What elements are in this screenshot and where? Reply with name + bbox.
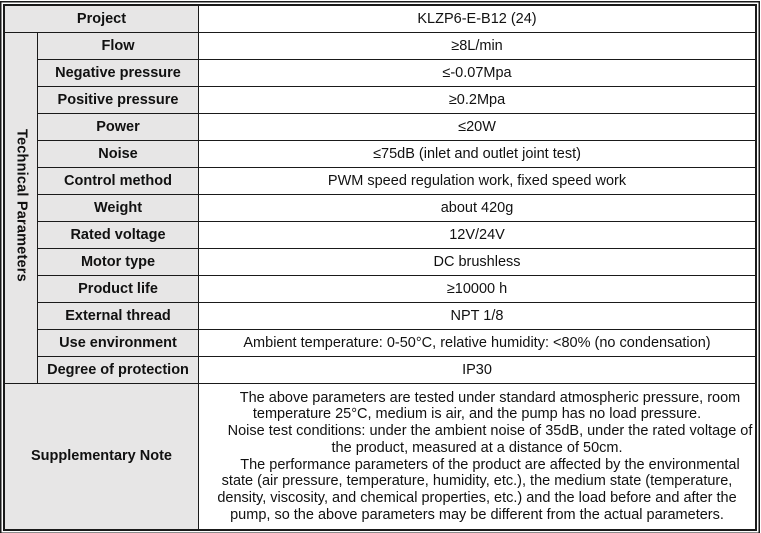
spec-table-frame (3, 4, 757, 531)
param-label: Use environment (38, 330, 199, 357)
param-value: IP30 (199, 357, 756, 384)
table-row (5, 60, 756, 87)
technical-parameters-label: Technical Parameters (13, 129, 30, 283)
table-row (5, 141, 756, 168)
param-label: Positive pressure (38, 87, 199, 114)
note-paragraph: Noise test conditions: under the ambient noise of 35dB, under the rated voltage of the product, measured at a distance of 50cm. (227, 423, 753, 456)
param-value: 12V/24V (199, 222, 756, 249)
table-row (5, 87, 756, 114)
param-value: ≤20W (199, 114, 756, 141)
param-label: Noise (38, 141, 199, 168)
param-label: Rated voltage (38, 222, 199, 249)
project-value: KLZP6-E-B12 (24) (199, 6, 756, 33)
table-row (5, 357, 756, 384)
param-label: Weight (38, 195, 199, 222)
table-row (5, 249, 756, 276)
param-label: Flow (38, 33, 199, 60)
param-value: ≥10000 h (199, 276, 756, 303)
note-paragraph: The above parameters are tested under standard atmospheric pressure, room temperature 25°C, medium is air, and the pump has no load pressure. (239, 389, 741, 423)
param-label: Motor type (38, 249, 199, 276)
supplementary-note-text (199, 384, 756, 530)
param-label: Power (38, 114, 199, 141)
spec-table (4, 5, 756, 530)
table-row-project (5, 6, 756, 33)
param-value: ≥8L/min (199, 33, 756, 60)
param-value: ≤75dB (inlet and outlet joint test) (199, 141, 756, 168)
param-label: Degree of protection (38, 357, 199, 384)
param-label: Control method (38, 168, 199, 195)
table-row-supplementary (5, 384, 756, 530)
table-row (5, 330, 756, 357)
supplementary-note-label: Supplementary Note (5, 384, 199, 530)
note-paragraph: The performance parameters of the product are affected by the environmental state (air pressure, temperature, humidity, etc.), the medium state (temperature, density, viscosity, and chemical properties, etc.) and the load before and after the pump, so the above parameters may be different from the actual parameters. (217, 456, 740, 523)
table-row (5, 33, 756, 60)
table-row (5, 114, 756, 141)
technical-parameters-group (5, 33, 38, 384)
param-value: NPT 1/8 (199, 303, 756, 330)
table-row (5, 168, 756, 195)
param-value: ≥0.2Mpa (199, 87, 756, 114)
project-label: Project (5, 6, 199, 33)
param-label: External thread (38, 303, 199, 330)
table-row (5, 222, 756, 249)
param-value: DC brushless (199, 249, 756, 276)
param-value: about 420g (199, 195, 756, 222)
param-label: Product life (38, 276, 199, 303)
table-row (5, 303, 756, 330)
param-value: Ambient temperature: 0-50°C, relative humidity: <80% (no condensation) (199, 330, 756, 357)
param-label: Negative pressure (38, 60, 199, 87)
param-value: PWM speed regulation work, fixed speed work (199, 168, 756, 195)
param-value: ≤-0.07Mpa (199, 60, 756, 87)
table-row (5, 195, 756, 222)
table-row (5, 276, 756, 303)
